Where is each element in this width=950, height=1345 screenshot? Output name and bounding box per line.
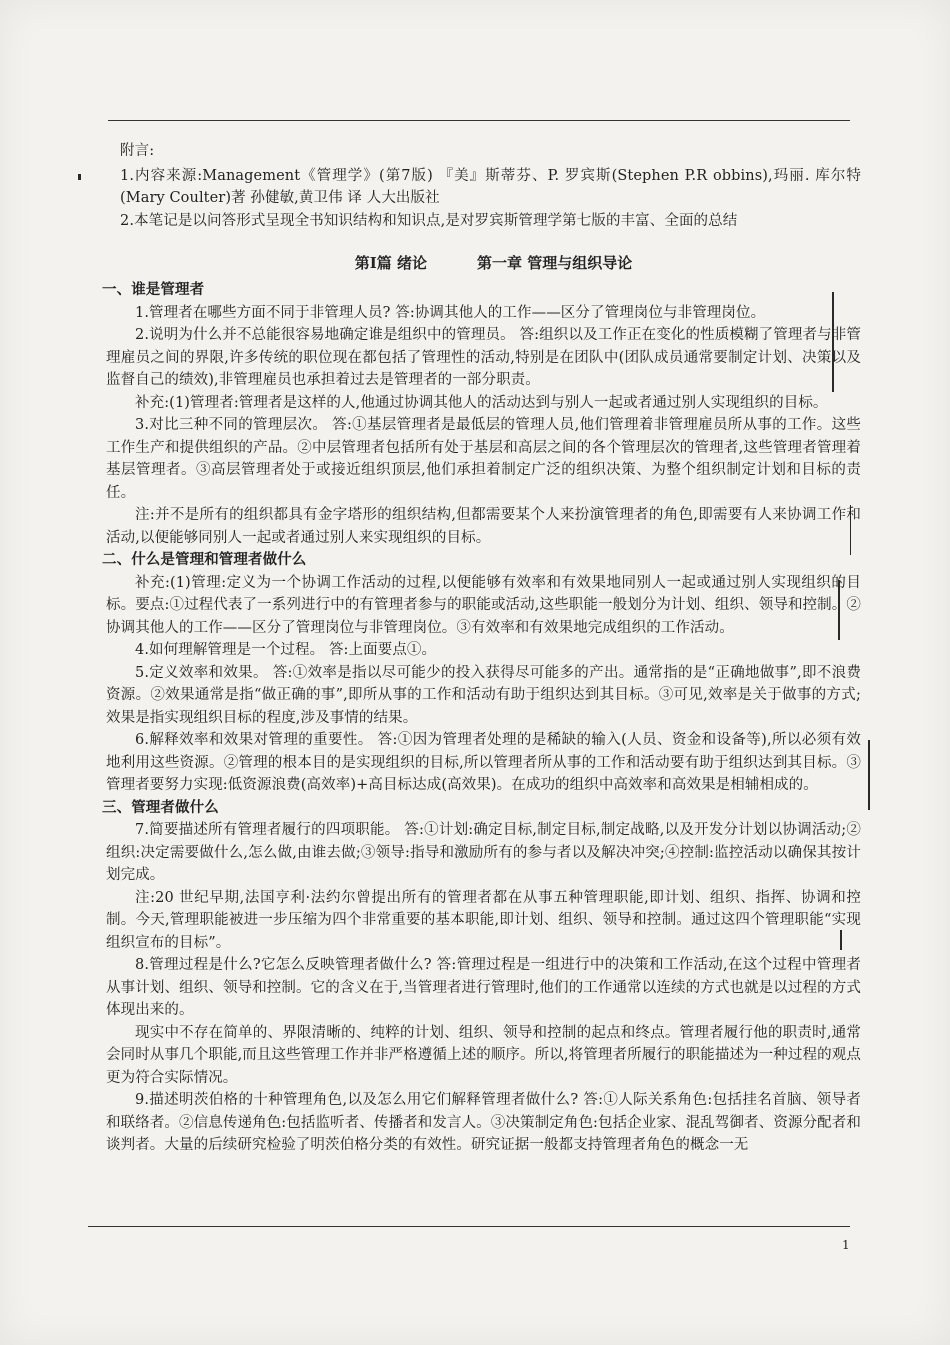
question-8: 8.管理过程是什么?它怎么反映管理者做什么? 答:管理过程是一组进行中的决策和工作活动,在这个过程中管理者从事计划、组织、领导和控制。它的含义在于,当管理者进行管理时,他们的工作通常以连续的方式也就是以过程的方式体现出来的。 xyxy=(106,957,861,1018)
preface-item-source: 1.内容来源:Management《管理学》(第7版) 『美』斯蒂芬、P. 罗宾斯(Stephen P.R obbins),玛丽. 库尔特(Mary Coulter)著 孙健敏,黄卫伟 译 人大出版社 xyxy=(120,167,861,206)
note-2: 注:20 世纪早期,法国亨利·法约尔曾提出所有的管理者都在从事五种管理职能,即计划、组织、指挥、协调和控制。今天,管理职能被进一步压缩为四个非常重要的基本职能,即计划、组织、领导和控制。通过这四个管理职能“实现组织宣布的目标”。 xyxy=(106,889,861,951)
chapter-title: 第一章 管理与组织导论 xyxy=(477,254,633,272)
preface xyxy=(106,140,861,232)
question-4: 4.如何理解管理是一个过程。 答:上面要点①。 xyxy=(135,642,437,658)
supplement-2: 补充:(1)管理:定义为一个协调工作活动的过程,以便能够有效率和有效果地同别人一起或通过别人实现组织的目标。要点:①过程代表了一系列进行中的有管理者参与的职能或活动,这些职能一般划分为计划、组织、领导和控制。②协调其他人的工作——区分了管理岗位与非管理岗位。③有效率和有效果地完成组织的工作活动。 xyxy=(106,574,861,636)
question-5: 5.定义效率和效果。 答:①效率是指以尽可能少的投入获得尽可能多的产出。通常指的是“正确地做事”,即不浪费资源。②效果通常是指“做正确的事”,即所从事的工作和活动有助于组织达到其目标。③可见,效率是关于做事的方式;效果是指实现组织目标的程度,涉及事情的结果。 xyxy=(106,664,861,726)
section-3-title: 三、管理者做什么 xyxy=(102,798,219,816)
reality-paragraph: 现实中不存在简单的、界限清晰的、纯粹的计划、组织、领导和控制的起点和终点。管理者履行他的职责时,通常会同时从事几个职能,而且这些管理工作并非严格遵循上述的顺序。所以,将管理者所履行的职能描述为一种过程的观点更为符合实际情况。 xyxy=(106,1024,861,1086)
scan-mark-6 xyxy=(78,174,81,180)
part-title: 第Ⅰ篇 绪论 xyxy=(354,254,427,272)
section-2-title: 二、什么是管理和管理者做什么 xyxy=(102,551,307,568)
preface-label: 附言: xyxy=(120,143,155,159)
note-1: 注:并不是所有的组织都具有金字塔形的组织结构,但都需要某个人来扮演管理者的角色,即需要有人来协调工作和活动,以便能够同别人一起或者通过别人来实现组织的目标。 xyxy=(106,507,861,546)
section-1-title: 一、谁是管理者 xyxy=(102,281,205,298)
question-6: 6.解释效率和效果对管理的重要性。 答:①因为管理者处理的是稀缺的输入(人员、资金和设备等),所以必须有效地利用这些资源。②管理的根本目的是实现组织的目标,所以管理者所从事的工作和活动要有助于组织达到其目标。③管理者要努力实现:低资源浪费(高效率)+高目标达成(高效果)。在成功的组织中高效率和高效果是相辅相成的。 xyxy=(106,732,861,793)
preface-item-summary: 2.本笔记是以问答形式呈现全书知识结构和知识点,是对罗宾斯管理学第七版的丰富、全面的总结 xyxy=(120,212,738,229)
top-rule xyxy=(108,120,850,121)
question-2: 2.说明为什么并不总能很容易地确定谁是组织中的管理员。 答:组织以及工作正在变化的性质模糊了管理者与非管理雇员之间的界限,许多传统的职位现在都包括了管理性的活动,特别是在团队中(团队成员通常要制定计划、决策以及监督自己的绩效),非管理雇员也承担着过去是管理者的一部分职责。 xyxy=(106,327,861,388)
scan-mark-4 xyxy=(868,740,870,810)
question-9: 9.描述明茨伯格的十种管理角色,以及怎么用它们解释管理者做什么? 答:①人际关系角色:包括挂名首脑、领导者和联络者。②信息传递角色:包括监听者、传播者和发言人。③决策制定角色:包括企业家、混乱驾御者、资源分配者和谈判者。大量的后续研究检验了明茨伯格分类的有效性。研究证据一般都支持管理者角色的概念一无 xyxy=(106,1092,861,1153)
question-7: 7.简要描述所有管理者履行的四项职能。 答:①计划:确定目标,制定目标,制定战略,以及开发分计划以协调活动;②组织:决定需要做什么,怎么做,由谁去做;③领导:指导和激励所有的参与者以及解决冲突;④控制:监控活动以确保其按计划完成。 xyxy=(106,822,861,883)
page-number: 1 xyxy=(842,1238,850,1252)
question-1: 1.管理者在哪些方面不同于非管理人员? 答:协调其他人的工作——区分了管理岗位与非管理岗位。 xyxy=(135,304,766,321)
supplement-1: 补充:(1)管理者:管理者是这样的人,他通过协调其他人的活动达到与别人一起或者通过别人实现组织的目标。 xyxy=(135,394,828,411)
question-3: 3.对比三种不同的管理层次。 答:①基层管理者是最低层的管理人员,他们管理着非管理雇员所从事的工作。这些工作生产和提供组织的产品。②中层管理者包括所有处于基层和高层之间的各个管理层次的管理者,这些管理者管理着基层管理者。③高层管理者处于或接近组织顶层,他们承担着制定广泛的组织决策、为整个组织制定计划和目标的责任。 xyxy=(106,417,861,501)
document-body xyxy=(102,140,861,1157)
chapter-heading xyxy=(106,252,861,273)
bottom-rule xyxy=(88,1226,850,1227)
